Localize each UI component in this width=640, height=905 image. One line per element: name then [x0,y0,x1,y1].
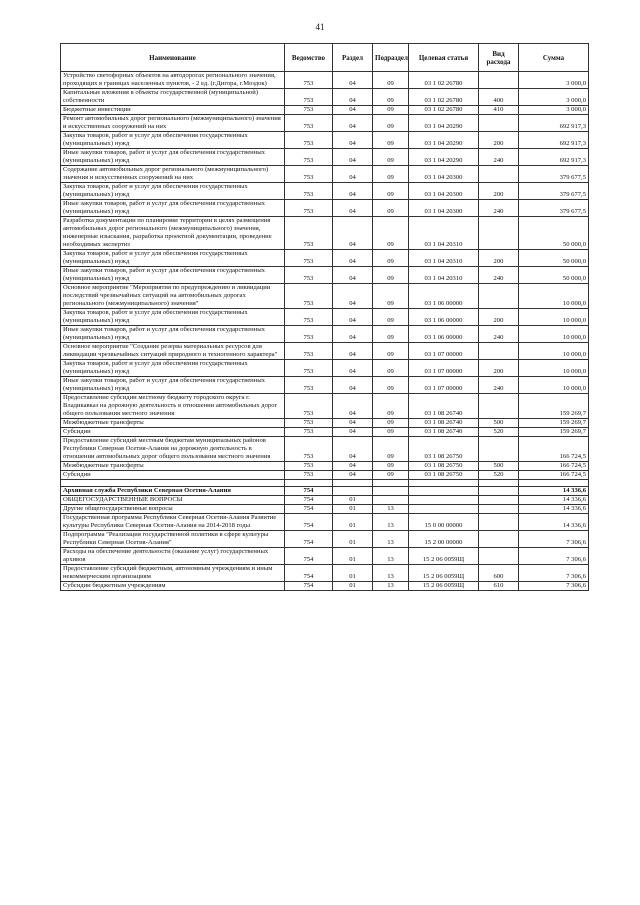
row-subsection: 09 [373,377,409,394]
row-department: 753 [285,72,333,89]
row-target-article: 03 1 06 00000 [409,326,479,343]
row-subsection [373,496,409,505]
table-row [61,496,589,505]
row-subsection [373,487,409,496]
row-name: Расходы на обеспечение деятельности (оказание услуг) государственных архивов [61,548,285,565]
column-header-target-article: Целевая статья [409,44,479,72]
row-department: 753 [285,471,333,480]
row-name: Ремонт автомобильных дорог регионального (межмуниципального) значения и искусственных сооружений на них [61,115,285,132]
table-row [61,115,589,132]
table-row [61,582,589,591]
row-subsection: 09 [373,284,409,309]
row-amount: 7 306,6 [519,565,589,582]
row-section: 04 [333,89,373,106]
row-target-article: 03 1 02 26780 [409,89,479,106]
table-row [61,394,589,419]
row-expense-type: 500 [479,462,519,471]
table-row [61,200,589,217]
row-section: 04 [333,394,373,419]
row-target-article: 03 1 08 26740 [409,428,479,437]
row-name: Закупка товаров, работ и услуг для обеспечения государственных (муниципальных) нужд [61,309,285,326]
row-expense-type [479,284,519,309]
row-section: 04 [333,428,373,437]
row-target-article: 15 2 06 0059Щ [409,548,479,565]
table-row [61,166,589,183]
row-section: 01 [333,531,373,548]
table-row [61,72,589,89]
row-subsection: 09 [373,343,409,360]
row-section: 04 [333,377,373,394]
row-section: 04 [333,166,373,183]
table-row [61,284,589,309]
row-expense-type [479,217,519,250]
table-row [61,106,589,115]
row-amount: 14 336,6 [519,496,589,505]
table-row [61,487,589,496]
row-name: Устройство светофорных объектов на автодорогах регионального значения, проходящих в границах населенных пунктов, - 2 ед. (г.Дигора, г.Моздок) [61,72,285,89]
table-row [61,343,589,360]
row-target-article [409,505,479,514]
row-department: 753 [285,437,333,462]
row-amount: 3 000,0 [519,106,589,115]
table-row [61,360,589,377]
row-amount: 14 336,6 [519,505,589,514]
row-department: 753 [285,106,333,115]
row-expense-type [479,487,519,496]
row-target-article [409,487,479,496]
row-name: Разработка документации по планировке территории в целях размещения автомобильных дорог регионального (межмуниципального) значения, инженерные изыскания, разработка проектной документации, проведение необходимых экспертиз [61,217,285,250]
row-expense-type [479,166,519,183]
table-row [61,462,589,471]
row-section: 04 [333,72,373,89]
row-department: 753 [285,149,333,166]
row-subsection: 09 [373,200,409,217]
row-subsection: 13 [373,505,409,514]
row-section: 04 [333,437,373,462]
row-department: 753 [285,462,333,471]
row-name: Предоставление субсидии местному бюджету городского округа г. Владикавказ на дорожную деятельность в отношении автомобильных дорог общего пользования местного значения [61,394,285,419]
row-name: Межбюджетные трансферты [61,462,285,471]
row-amount: 166 724,5 [519,471,589,480]
row-name: Закупка товаров, работ и услуг для обеспечения государственных (муниципальных) нужд [61,250,285,267]
row-name: Подпрограмма "Реализация государственной политики в сфере культуры Республики Северная Осетия-Алания" [61,531,285,548]
row-name: Основное мероприятие "Создание резерва материальных ресурсов для ликвидации чрезвычайных ситуаций природного и техногенного характера" [61,343,285,360]
row-expense-type [479,343,519,360]
row-department: 753 [285,132,333,149]
row-name: ОБЩЕГОСУДАРСТВЕННЫЕ ВОПРОСЫ [61,496,285,505]
row-expense-type [479,531,519,548]
row-target-article: 03 1 04 20290 [409,149,479,166]
spacer-cell [373,480,409,487]
row-section: 01 [333,582,373,591]
row-target-article: 03 1 08 26740 [409,419,479,428]
row-target-article: 15 2 06 0059Щ [409,565,479,582]
row-department: 753 [285,89,333,106]
row-target-article: 03 1 04 20310 [409,267,479,284]
row-subsection: 09 [373,89,409,106]
row-target-article: 03 1 02 26780 [409,106,479,115]
row-section: 01 [333,548,373,565]
row-amount: 159 269,7 [519,419,589,428]
row-name: Закупка товаров, работ и услуг для обеспечения государственных (муниципальных) нужд [61,183,285,200]
row-department: 753 [285,428,333,437]
table-row [61,428,589,437]
table-row [61,309,589,326]
row-amount: 10 000,0 [519,309,589,326]
row-department: 753 [285,115,333,132]
row-department: 754 [285,496,333,505]
column-header-department: Ведомство [285,44,333,72]
row-department: 753 [285,284,333,309]
row-section: 04 [333,471,373,480]
row-name: Иные закупки товаров, работ и услуг для обеспечения государственных (муниципальных) нужд [61,377,285,394]
row-department: 753 [285,217,333,250]
row-section: 01 [333,505,373,514]
row-expense-type [479,514,519,531]
row-department: 753 [285,309,333,326]
column-header-section: Раздел [333,44,373,72]
row-section: 01 [333,565,373,582]
row-amount: 10 000,0 [519,360,589,377]
row-subsection: 09 [373,267,409,284]
row-department: 753 [285,394,333,419]
row-target-article: 03 1 04 20290 [409,132,479,149]
column-header-amount: Сумма [519,44,589,72]
table-row [61,437,589,462]
row-section: 04 [333,360,373,377]
row-amount: 159 269,7 [519,428,589,437]
row-subsection: 13 [373,531,409,548]
row-subsection: 13 [373,548,409,565]
column-header-expense-type: Вид расхода [479,44,519,72]
row-department: 753 [285,419,333,428]
row-department: 754 [285,505,333,514]
row-target-article: 15 2 06 0059Щ [409,582,479,591]
table-row [61,89,589,106]
table-row [61,565,589,582]
row-target-article: 03 1 08 26750 [409,462,479,471]
row-target-article: 03 1 04 20310 [409,250,479,267]
row-expense-type: 200 [479,360,519,377]
row-subsection: 13 [373,565,409,582]
row-department: 753 [285,200,333,217]
row-subsection: 09 [373,360,409,377]
column-header-name: Наименование [61,44,285,72]
row-amount: 10 000,0 [519,326,589,343]
table-row [61,471,589,480]
row-name: Капитальные вложения в объекты государственной (муниципальной) собственности [61,89,285,106]
row-name: Закупка товаров, работ и услуг для обеспечения государственных (муниципальных) нужд [61,360,285,377]
spacer-cell [519,480,589,487]
row-expense-type [479,72,519,89]
row-amount: 7 306,6 [519,548,589,565]
row-target-article: 03 1 08 26750 [409,471,479,480]
row-section: 04 [333,132,373,149]
budget-table [60,43,589,591]
row-amount: 379 677,5 [519,200,589,217]
row-expense-type [479,548,519,565]
row-section: 04 [333,149,373,166]
row-expense-type [479,437,519,462]
row-amount: 692 917,3 [519,149,589,166]
row-name: Государственная программа Республики Северная Осетия-Алания Развитие культуры Республики Северная Осетия-Алания на 2014-2018 годы [61,514,285,531]
row-expense-type [479,115,519,132]
row-section: 01 [333,514,373,531]
row-department: 753 [285,360,333,377]
row-subsection: 09 [373,115,409,132]
row-target-article: 03 1 08 26740 [409,394,479,419]
row-subsection: 09 [373,250,409,267]
row-amount: 692 917,3 [519,115,589,132]
row-subsection: 13 [373,582,409,591]
spacer-cell [61,480,285,487]
row-expense-type: 500 [479,419,519,428]
row-department: 753 [285,343,333,360]
row-name: Другие общегосударственные вопросы [61,505,285,514]
row-amount: 50 000,0 [519,217,589,250]
row-target-article: 03 1 08 26750 [409,437,479,462]
row-amount: 10 000,0 [519,377,589,394]
row-section: 04 [333,326,373,343]
row-name: Бюджетные инвестиции [61,106,285,115]
table-row [61,326,589,343]
row-expense-type: 240 [479,149,519,166]
page-number: 41 [315,22,325,32]
row-section: 04 [333,419,373,428]
row-subsection: 09 [373,309,409,326]
row-section: 01 [333,496,373,505]
table-row [61,377,589,394]
row-amount: 7 306,6 [519,582,589,591]
row-expense-type [479,496,519,505]
row-department: 753 [285,183,333,200]
row-section: 04 [333,115,373,132]
row-department: 753 [285,166,333,183]
row-target-article: 03 1 07 00000 [409,343,479,360]
row-amount: 3 000,0 [519,89,589,106]
table-row [61,505,589,514]
row-subsection: 09 [373,166,409,183]
row-target-article: 03 1 02 26780 [409,72,479,89]
row-department: 754 [285,514,333,531]
row-amount: 50 000,0 [519,267,589,284]
table-spacer-row [61,480,589,487]
row-amount: 166 724,5 [519,462,589,471]
row-target-article: 03 1 06 00000 [409,284,479,309]
row-target-article: 15 2 00 00000 [409,531,479,548]
table-row [61,514,589,531]
row-expense-type: 610 [479,582,519,591]
spacer-cell [333,480,373,487]
row-amount: 3 000,0 [519,72,589,89]
row-name: Закупка товаров, работ и услуг для обеспечения государственных (муниципальных) нужд [61,132,285,149]
row-expense-type: 520 [479,428,519,437]
row-section: 04 [333,309,373,326]
table-row [61,132,589,149]
row-section: 04 [333,343,373,360]
row-department: 754 [285,565,333,582]
row-name: Межбюджетные трансферты [61,419,285,428]
row-subsection: 09 [373,428,409,437]
row-target-article: 03 1 04 20290 [409,115,479,132]
row-department: 753 [285,267,333,284]
row-subsection: 09 [373,72,409,89]
table-row [61,183,589,200]
row-amount: 10 000,0 [519,343,589,360]
table-row [61,250,589,267]
spacer-cell [409,480,479,487]
row-expense-type: 200 [479,250,519,267]
table-row [61,149,589,166]
row-amount: 379 677,5 [519,183,589,200]
row-name: Субсидии бюджетным учреждениям [61,582,285,591]
table-row [61,267,589,284]
table-row [61,419,589,428]
row-subsection: 13 [373,514,409,531]
column-header-subsection: Подраздел [373,44,409,72]
row-target-article: 03 1 04 20300 [409,183,479,200]
row-target-article [409,496,479,505]
row-name: Иные закупки товаров, работ и услуг для обеспечения государственных (муниципальных) нужд [61,267,285,284]
row-amount: 379 677,5 [519,166,589,183]
row-subsection: 09 [373,217,409,250]
row-amount: 14 336,6 [519,487,589,496]
row-section: 04 [333,200,373,217]
row-target-article: 03 1 04 20300 [409,166,479,183]
row-subsection: 09 [373,132,409,149]
row-amount: 7 306,6 [519,531,589,548]
row-name: Иные закупки товаров, работ и услуг для обеспечения государственных (муниципальных) нужд [61,149,285,166]
row-expense-type: 410 [479,106,519,115]
row-target-article: 03 1 06 00000 [409,309,479,326]
row-subsection: 09 [373,326,409,343]
spacer-cell [285,480,333,487]
row-expense-type: 200 [479,183,519,200]
row-expense-type: 600 [479,565,519,582]
row-name: Содержание автомобильных дорог регионального (межмуниципального) значения и искусственных сооружений на них [61,166,285,183]
row-section: 04 [333,462,373,471]
row-expense-type: 200 [479,309,519,326]
row-target-article: 03 1 04 20300 [409,200,479,217]
row-amount: 14 336,6 [519,514,589,531]
row-expense-type: 240 [479,200,519,217]
row-subsection: 09 [373,471,409,480]
row-expense-type: 240 [479,267,519,284]
row-expense-type [479,394,519,419]
row-department: 754 [285,487,333,496]
row-section: 04 [333,284,373,309]
row-department: 753 [285,326,333,343]
row-name: Предоставление субсидий бюджетным, автономным учреждениям и иным некоммерческим организациям [61,565,285,582]
row-section: 04 [333,267,373,284]
table-header-row [61,44,589,72]
table-body [61,72,589,591]
row-department: 754 [285,582,333,591]
row-expense-type: 200 [479,132,519,149]
row-name: Иные закупки товаров, работ и услуг для обеспечения государственных (муниципальных) нужд [61,326,285,343]
row-name: Основное мероприятие "Мероприятия по предупреждению и ликвидации последствий чрезвычайных ситуаций на автомобильных дорогах регионального (межмуниципального) значения" [61,284,285,309]
row-name: Предоставление субсидий местным бюджетам муниципальных районов Республики Северная Осетия-Алания на дорожную деятельность в отношении автомобильных дорог общего пользования местного значения [61,437,285,462]
row-amount: 50 000,0 [519,250,589,267]
row-section: 04 [333,183,373,200]
table-row [61,548,589,565]
row-expense-type: 520 [479,471,519,480]
row-section: 04 [333,250,373,267]
row-expense-type: 240 [479,377,519,394]
row-amount: 692 917,3 [519,132,589,149]
row-amount: 10 000,0 [519,284,589,309]
row-subsection: 09 [373,419,409,428]
row-section [333,487,373,496]
row-department: 753 [285,377,333,394]
row-department: 753 [285,250,333,267]
row-department: 754 [285,531,333,548]
row-expense-type: 400 [479,89,519,106]
row-expense-type: 240 [479,326,519,343]
row-department: 754 [285,548,333,565]
row-subsection: 09 [373,462,409,471]
table-row [61,217,589,250]
row-name: Субсидии [61,428,285,437]
row-subsection: 09 [373,394,409,419]
row-amount: 159 269,7 [519,394,589,419]
row-target-article: 03 1 07 00000 [409,377,479,394]
table-row [61,531,589,548]
row-target-article: 03 1 04 20310 [409,217,479,250]
row-name: Архивная служба Республики Северная Осетия-Алания [61,487,285,496]
row-target-article: 03 1 07 00000 [409,360,479,377]
row-amount: 166 724,5 [519,437,589,462]
row-subsection: 09 [373,437,409,462]
row-section: 04 [333,106,373,115]
row-subsection: 09 [373,106,409,115]
row-subsection: 09 [373,183,409,200]
row-name: Субсидии [61,471,285,480]
row-expense-type [479,505,519,514]
row-target-article: 15 0 00 00000 [409,514,479,531]
spacer-cell [479,480,519,487]
row-subsection: 09 [373,149,409,166]
row-name: Иные закупки товаров, работ и услуг для обеспечения государственных (муниципальных) нужд [61,200,285,217]
row-section: 04 [333,217,373,250]
